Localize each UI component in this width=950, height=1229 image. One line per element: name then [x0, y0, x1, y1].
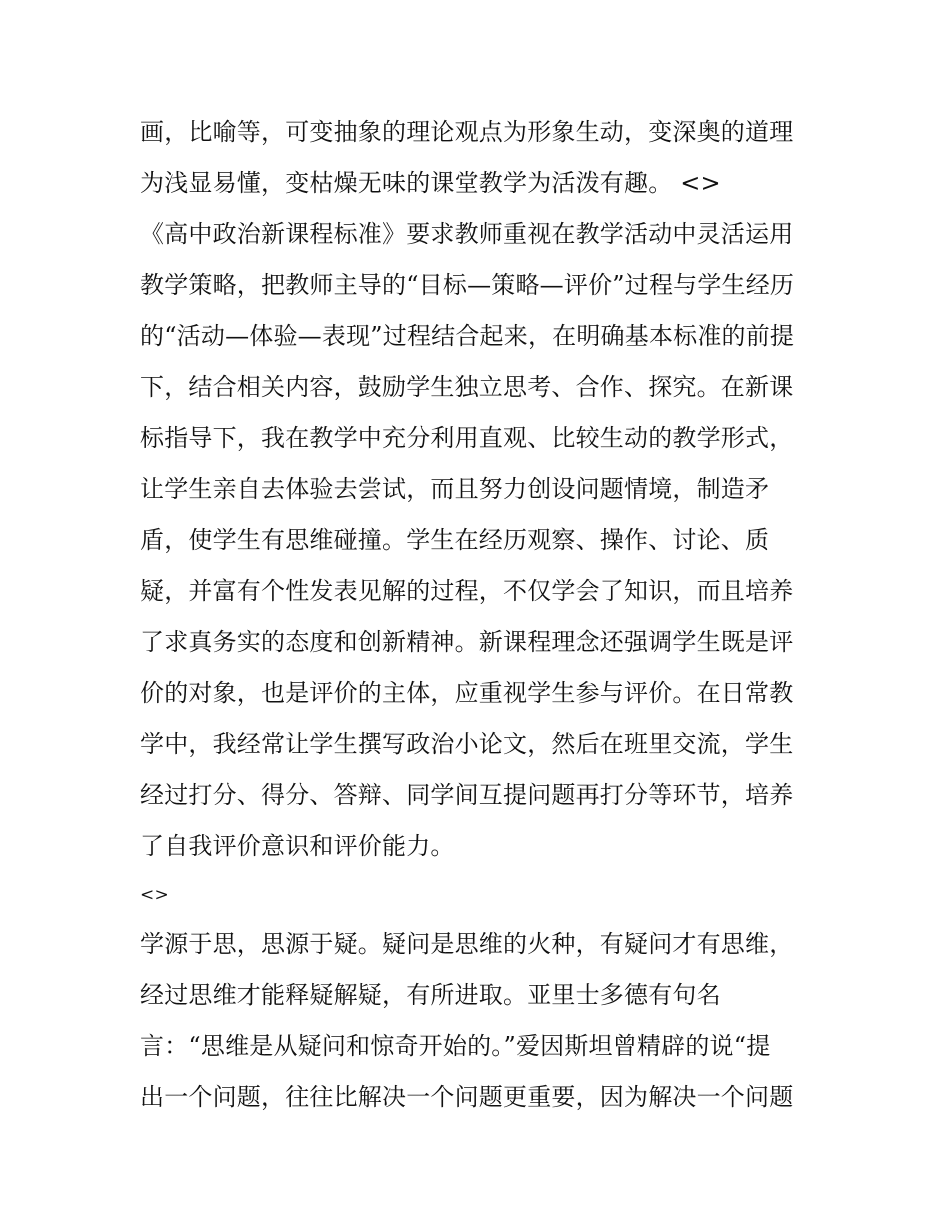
text-line: 下，结合相关内容，鼓励学生独立思考、合作、探究。在新课: [140, 373, 794, 401]
text-line: 标指导下，我在教学中充分利用直观、比较生动的教学形式，: [140, 424, 794, 452]
text-line: 让学生亲自去体验去尝试，而且努力创设问题情境，制造矛: [140, 475, 770, 503]
text-line: 价的对象，也是评价的主体，应重视学生参与评价。在日常教: [140, 679, 794, 707]
text-line: 了求真务实的态度和创新精神。新课程理念还强调学生既是评: [140, 628, 794, 656]
text-line: 学中，我经常让学生撰写政治小论文，然后在班里交流，学生: [140, 730, 794, 758]
text-line: 画，比喻等，可变抽象的理论观点为形象生动，变深奥的道理: [140, 118, 794, 146]
body-text: [140, 107, 830, 1123]
text-line: 疑，并富有个性发表见解的过程，不仅学会了知识，而且培养: [140, 577, 794, 605]
text-line: 的“活动—体验—表现”过程结合起来，在明确基本标准的前提: [140, 322, 795, 350]
text-line: 盾，使学生有思维碰撞。学生在经历观察、操作、讨论、质: [140, 526, 770, 554]
text-line: 《高中政治新课程标准》要求教师重视在教学活动中灵活运用: [140, 220, 794, 248]
text-line: 出一个问题，往往比解决一个问题更重要，因为解决一个问题: [140, 1083, 794, 1111]
section-marker: <>: [140, 885, 169, 905]
text-line: 为浅显易懂，变枯燥无味的课堂教学为活泼有趣。 <>: [140, 169, 721, 197]
text-line: 言：“思维是从疑问和惊奇开始的。”爱因斯坦曾精辟的说“提: [140, 1032, 771, 1060]
text-line: 了自我评价意识和评价能力。: [140, 832, 455, 860]
text-line: 经过思维才能释疑解疑，有所进取。亚里士多德有句名: [140, 981, 721, 1009]
text-line: 经过打分、得分、答辩、同学间互提问题再打分等环节，培养: [140, 781, 794, 809]
text-line: 教学策略，把教师主导的“目标—策略—评价”过程与学生经历: [140, 271, 795, 299]
text-line: 学源于思，思源于疑。疑问是思维的火种，有疑问才有思维，: [140, 930, 794, 958]
